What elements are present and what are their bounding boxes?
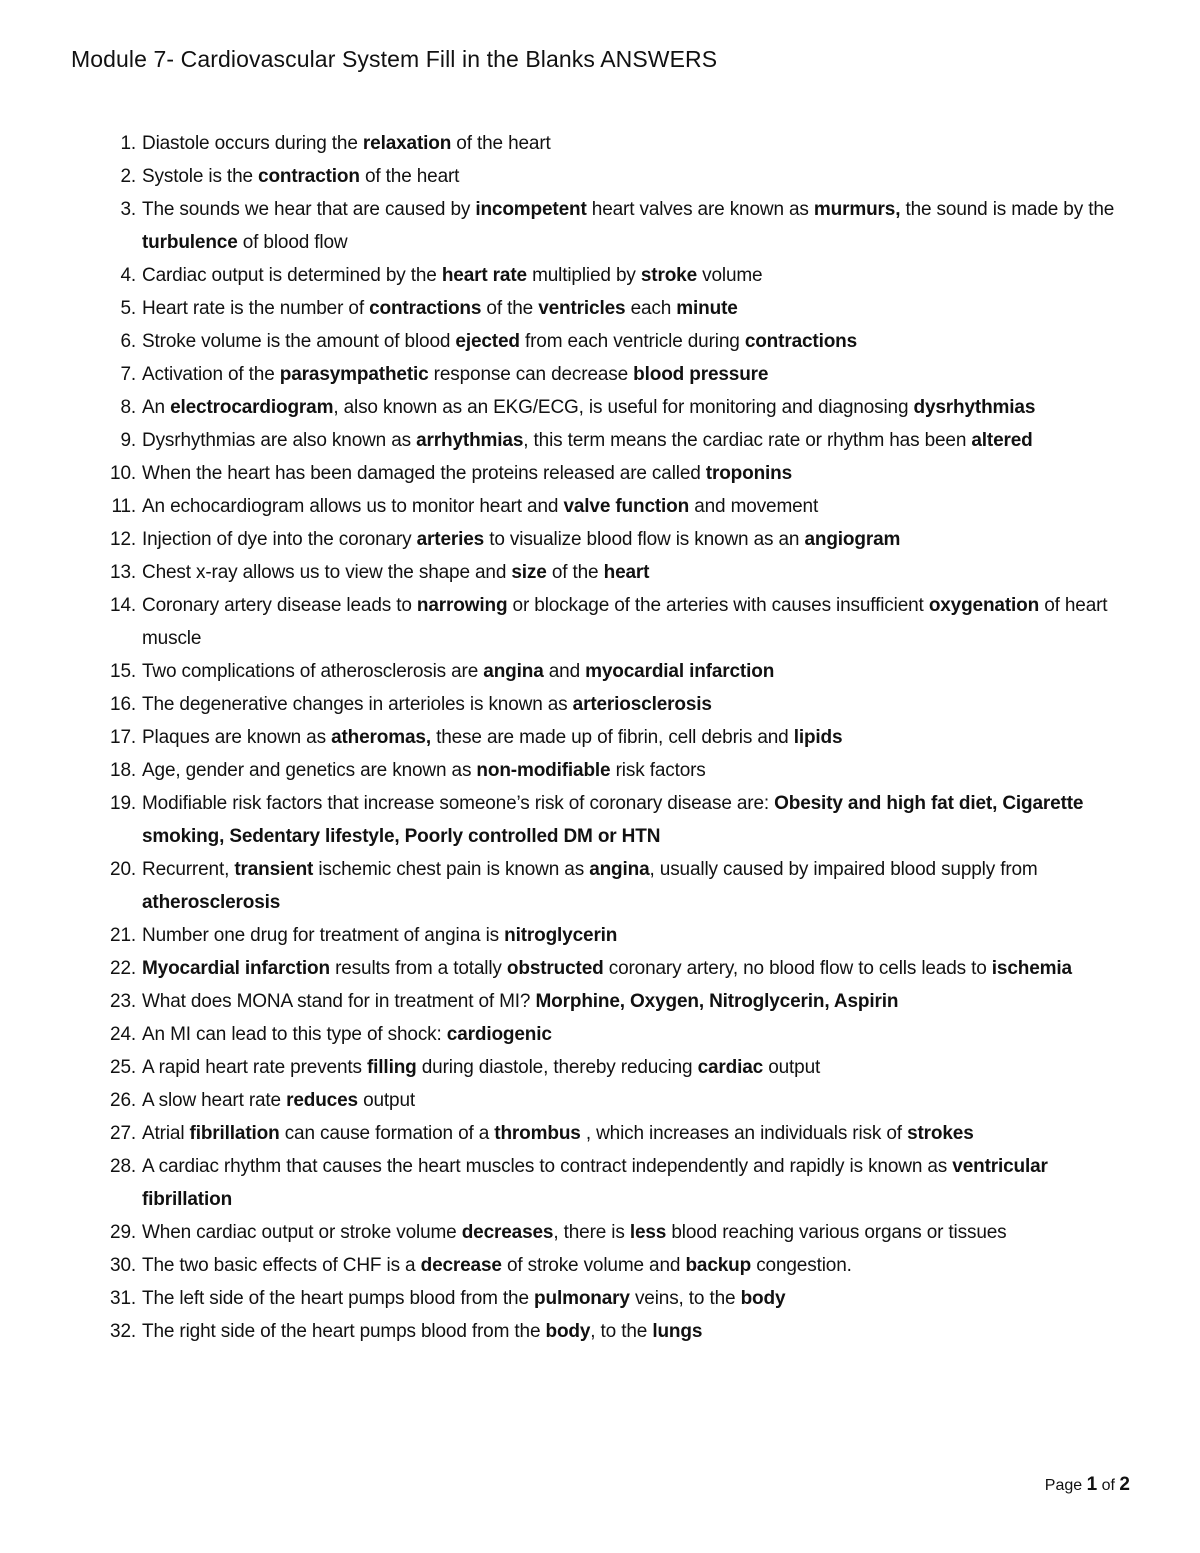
list-item — [100, 523, 1140, 556]
prompt-text: of blood flow — [237, 232, 348, 253]
prompt-text: of the heart — [359, 166, 460, 187]
answer-text: lipids — [793, 727, 843, 748]
prompt-text: Age, gender and genetics are known as — [142, 760, 477, 781]
prompt-text: Two complications of atherosclerosis are — [142, 661, 484, 682]
answer-text: decreases — [461, 1222, 554, 1243]
answer-text: strokes — [907, 1123, 974, 1144]
item-number: 29. — [110, 1222, 136, 1243]
list-item — [100, 787, 1140, 853]
answer-text: heart rate — [441, 265, 527, 286]
prompt-text: Diastole occurs during the — [142, 133, 363, 154]
item-number: 17. — [110, 727, 136, 748]
of-label: of — [1101, 1477, 1115, 1494]
prompt-text: What does MONA stand for in treatment of MI? — [142, 991, 536, 1012]
answer-text: minute — [676, 298, 738, 319]
answer-text: troponins — [705, 463, 793, 484]
item-number: 31. — [110, 1288, 136, 1309]
answer-text: angina — [589, 859, 650, 880]
answer-text: contraction — [258, 166, 360, 187]
prompt-text: Plaques are known as — [142, 727, 332, 748]
list-item — [100, 490, 1140, 523]
list-item — [100, 721, 1140, 754]
answer-text: thrombus — [494, 1123, 581, 1144]
prompt-text: Activation of the — [142, 364, 280, 385]
answer-text: incompetent — [475, 199, 587, 220]
page-footer — [1045, 1474, 1130, 1496]
prompt-text: An — [142, 397, 171, 418]
item-number: 27. — [110, 1123, 136, 1144]
list-item — [100, 1084, 1140, 1117]
answer-text: fibrillation — [189, 1123, 280, 1144]
list-item — [100, 1150, 1140, 1216]
item-number: 12. — [110, 529, 136, 550]
list-item — [100, 1249, 1140, 1282]
answer-text: cardiogenic — [446, 1024, 552, 1045]
item-number: 21. — [110, 925, 136, 946]
list-item — [100, 556, 1140, 589]
list-item — [100, 919, 1140, 952]
list-item — [100, 127, 1140, 160]
answer-text: pulmonary — [534, 1288, 630, 1309]
prompt-text: An MI can lead to this type of shock: — [142, 1024, 447, 1045]
prompt-text: these are made up of fibrin, cell debris and — [430, 727, 794, 748]
item-number: 20. — [110, 859, 136, 880]
answer-text: ventricular fibrillation — [142, 1156, 1048, 1210]
prompt-text: heart valves are known as — [586, 199, 814, 220]
page-label: Page — [1044, 1477, 1083, 1494]
prompt-text: Coronary artery disease leads to — [142, 595, 417, 616]
prompt-text: The right side of the heart pumps blood from the — [142, 1321, 546, 1342]
answer-text: size — [511, 562, 547, 583]
answer-text: arteriosclerosis — [572, 694, 712, 715]
prompt-text: A rapid heart rate prevents — [142, 1057, 367, 1078]
list-item — [100, 325, 1140, 358]
prompt-text: during diastole, thereby reducing — [416, 1057, 698, 1078]
prompt-text: Dysrhythmias are also known as — [142, 430, 417, 451]
prompt-text: The left side of the heart pumps blood from the — [142, 1288, 535, 1309]
answer-text: reduces — [286, 1090, 358, 1111]
item-number: 14. — [110, 595, 136, 616]
list-item — [100, 193, 1140, 259]
answer-text: body — [545, 1321, 591, 1342]
item-number: 9. — [120, 430, 136, 451]
list-item — [100, 358, 1140, 391]
prompt-text: each — [625, 298, 677, 319]
list-item — [100, 1282, 1140, 1315]
answer-text: oxygenation — [928, 595, 1040, 616]
prompt-text: output — [357, 1090, 415, 1111]
answer-text: blood pressure — [633, 364, 769, 385]
answer-text: body — [740, 1288, 786, 1309]
prompt-text: output — [763, 1057, 821, 1078]
answer-text: ventricles — [538, 298, 626, 319]
page-current: 1 — [1086, 1474, 1098, 1495]
list-item — [100, 688, 1140, 721]
answer-list — [100, 127, 1140, 1348]
answer-text: less — [629, 1222, 667, 1243]
list-item — [100, 589, 1140, 655]
answer-text: myocardial infarction — [585, 661, 775, 682]
prompt-text: Recurrent, — [142, 859, 235, 880]
page-title: Module 7- Cardiovascular System Fill in the Blanks ANSWERS — [71, 46, 718, 72]
answer-text: angiogram — [804, 529, 901, 550]
prompt-text: The degenerative changes in arterioles is known as — [142, 694, 573, 715]
prompt-text: The two basic effects of CHF is a — [142, 1255, 421, 1276]
item-number: 10. — [110, 463, 136, 484]
item-number: 28. — [110, 1156, 136, 1177]
list-item — [100, 259, 1140, 292]
item-number: 7. — [120, 364, 136, 385]
item-number: 32. — [110, 1321, 136, 1342]
answer-text: lungs — [652, 1321, 703, 1342]
prompt-text: Heart rate is the number of — [142, 298, 370, 319]
prompt-text: blood reaching various organs or tissues — [666, 1222, 1007, 1243]
prompt-text: of the — [481, 298, 539, 319]
prompt-text: of stroke volume and — [501, 1255, 686, 1276]
prompt-text: An echocardiogram allows us to monitor heart and — [142, 496, 564, 517]
answer-text: filling — [367, 1057, 417, 1078]
prompt-text: can cause formation of a — [279, 1123, 495, 1144]
prompt-text: the sound is made by the — [900, 199, 1115, 220]
item-number: 13. — [110, 562, 136, 583]
answer-text: ejected — [455, 331, 520, 352]
list-item — [100, 1018, 1140, 1051]
answer-text: transient — [234, 859, 314, 880]
prompt-text: A cardiac rhythm that causes the heart muscles to contract independently and rapidly is known as — [142, 1156, 953, 1177]
prompt-text: to visualize blood flow is known as an — [484, 529, 805, 550]
list-item — [100, 952, 1140, 985]
list-item — [100, 1117, 1140, 1150]
prompt-text: and — [543, 661, 586, 682]
prompt-text: multiplied by — [526, 265, 641, 286]
prompt-text: Modifiable risk factors that increase someone’s risk of coronary disease are: — [142, 793, 775, 814]
item-number: 22. — [110, 958, 136, 979]
prompt-text: , this term means the cardiac rate or rhythm has been — [523, 430, 972, 451]
answer-text: backup — [685, 1255, 752, 1276]
item-number: 5. — [120, 298, 136, 319]
prompt-text: Systole is the — [142, 166, 259, 187]
prompt-text: volume — [697, 265, 763, 286]
prompt-text: coronary artery, no blood flow to cells leads to — [603, 958, 992, 979]
prompt-text: ischemic chest pain is known as — [313, 859, 590, 880]
answer-text: heart — [603, 562, 650, 583]
prompt-text: Stroke volume is the amount of blood — [142, 331, 456, 352]
item-number: 2. — [120, 166, 136, 187]
prompt-text: , which increases an individuals risk of — [580, 1123, 908, 1144]
item-number: 1. — [120, 133, 136, 154]
answer-text: nitroglycerin — [504, 925, 618, 946]
prompt-text: of the heart — [451, 133, 551, 154]
list-item — [100, 853, 1140, 919]
item-number: 18. — [110, 760, 136, 781]
item-number: 8. — [120, 397, 136, 418]
answer-text: parasympathetic — [279, 364, 429, 385]
prompt-text: Number one drug for treatment of angina is — [142, 925, 505, 946]
answer-text: Morphine, Oxygen, Nitroglycerin, Aspirin — [535, 991, 899, 1012]
prompt-text: , there is — [553, 1222, 630, 1243]
answer-text: ischemia — [991, 958, 1072, 979]
answer-text: altered — [971, 430, 1033, 451]
prompt-text: , to the — [590, 1321, 653, 1342]
answer-text: narrowing — [416, 595, 508, 616]
prompt-text: Injection of dye into the coronary — [142, 529, 417, 550]
prompt-text: The sounds we hear that are caused by — [142, 199, 476, 220]
item-number: 25. — [110, 1057, 136, 1078]
answer-text: contractions — [369, 298, 482, 319]
item-number: 30. — [110, 1255, 136, 1276]
item-number: 6. — [120, 331, 136, 352]
answer-text: Myocardial infarction — [142, 958, 330, 979]
answer-text: cardiac — [697, 1057, 764, 1078]
answer-text: turbulence — [142, 232, 238, 253]
list-item — [100, 457, 1140, 490]
answer-text: obstructed — [506, 958, 604, 979]
prompt-text: A slow heart rate — [142, 1090, 287, 1111]
prompt-text: congestion. — [751, 1255, 852, 1276]
prompt-text: from each ventricle during — [519, 331, 745, 352]
prompt-text: response can decrease — [428, 364, 634, 385]
item-number: 26. — [110, 1090, 136, 1111]
item-number: 15. — [110, 661, 136, 682]
prompt-text: of the — [546, 562, 604, 583]
answer-text: electrocardiogram — [170, 397, 334, 418]
answer-text: Obesity and high fat diet, Cigarette smoking, Sedentary lifestyle, Poorly controlled DM or HTN — [142, 793, 1084, 847]
page-total: 2 — [1119, 1474, 1130, 1495]
prompt-text: Cardiac output is determined by the — [142, 265, 442, 286]
prompt-text: When the heart has been damaged the proteins released are called — [142, 463, 706, 484]
prompt-text: Chest x-ray allows us to view the shape and — [142, 562, 512, 583]
answer-text: relaxation — [362, 133, 452, 154]
item-number: 4. — [120, 265, 136, 286]
answer-text: decrease — [420, 1255, 502, 1276]
answer-text: non-modifiable — [476, 760, 611, 781]
list-item — [100, 655, 1140, 688]
prompt-text: and movement — [689, 496, 819, 517]
prompt-text: Atrial — [142, 1123, 190, 1144]
answer-text: contractions — [744, 331, 858, 352]
item-number: 11. — [111, 496, 136, 517]
prompt-text: , also known as an EKG/ECG, is useful for monitoring and diagnosing — [333, 397, 914, 418]
answer-text: angina — [483, 661, 544, 682]
list-item — [100, 1051, 1140, 1084]
list-item — [100, 1216, 1140, 1249]
answer-text: murmurs, — [813, 199, 901, 220]
list-item — [100, 391, 1140, 424]
prompt-text: or blockage of the arteries with causes insufficient — [507, 595, 929, 616]
list-item — [100, 1315, 1140, 1348]
prompt-text: risk factors — [610, 760, 706, 781]
list-item — [100, 424, 1140, 457]
item-number: 19. — [110, 793, 136, 814]
answer-text: atherosclerosis — [142, 892, 281, 913]
answer-text: arrhythmias — [416, 430, 524, 451]
answer-text: valve function — [563, 496, 690, 517]
item-number: 16. — [110, 694, 136, 715]
list-item — [100, 754, 1140, 787]
prompt-text: results from a totally — [329, 958, 507, 979]
answer-text: dysrhythmias — [913, 397, 1036, 418]
prompt-text: veins, to the — [629, 1288, 741, 1309]
answer-text: atheromas, — [331, 727, 431, 748]
answer-text: stroke — [640, 265, 697, 286]
prompt-text: When cardiac output or stroke volume — [142, 1222, 462, 1243]
answer-text: arteries — [416, 529, 485, 550]
item-number: 3. — [120, 199, 136, 220]
list-item — [100, 985, 1140, 1018]
item-number: 23. — [110, 991, 136, 1012]
list-item — [100, 160, 1140, 193]
item-number: 24. — [110, 1024, 136, 1045]
prompt-text: , usually caused by impaired blood supply from — [649, 859, 1038, 880]
prompt-text: of heart muscle — [142, 595, 1108, 649]
list-item — [100, 292, 1140, 325]
